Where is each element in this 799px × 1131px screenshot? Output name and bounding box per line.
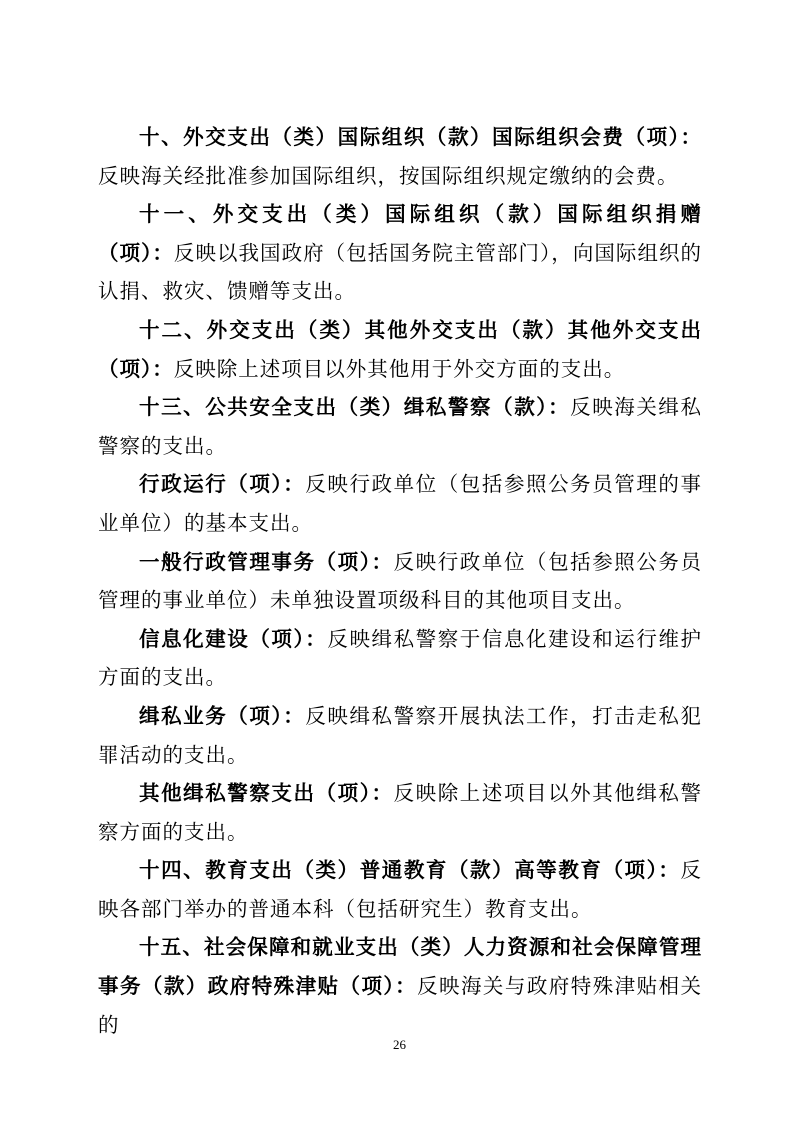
- paragraph-text: 反映海关与政府特殊津贴相关的: [98, 974, 703, 1037]
- paragraph-diplomacy-membership-fees: [98, 118, 702, 195]
- page-number: 26: [393, 1037, 406, 1052]
- paragraph-heading: 十五、社会保障和就业支出（类）人力资源和社会保障管理事务（款）政府特殊津贴（项）：: [98, 935, 702, 999]
- paragraph-heading: 行政运行（项）：: [139, 472, 306, 497]
- paragraph-public-security-anti-smuggling-police: [98, 388, 702, 465]
- paragraph-text: 反映除上述项目以外其他缉私警察方面的支出。: [98, 781, 703, 844]
- paragraph-text: 反映缉私警察于信息化建设和运行维护方面的支出。: [98, 626, 703, 690]
- paragraph-heading: 其他缉私警察支出（项）：: [139, 781, 394, 806]
- paragraph-anti-smuggling-business: [98, 697, 702, 774]
- paragraph-informatization: [98, 620, 702, 697]
- paragraph-text: 反映各部门举办的普通本科（包括研究生）教育支出。: [98, 858, 702, 921]
- document-body: [98, 118, 702, 1044]
- paragraph-heading: 一般行政管理事务（项）：: [139, 549, 394, 574]
- paragraph-heading: 缉私业务（项）：: [139, 703, 306, 728]
- paragraph-heading: 十三、公共安全支出（类）缉私警察（款）：: [139, 395, 571, 420]
- paragraph-administrative-operation: [98, 465, 702, 542]
- paragraph-heading: 十二、外交支出（类）其他外交支出（款）其他外交支出（项）：: [98, 317, 702, 381]
- paragraph-heading: 十、外交支出（类）国际组织（款）国际组织会费（项）：: [139, 125, 702, 149]
- paragraph-other-anti-smuggling-police: [98, 774, 702, 851]
- paragraph-text: 反映除上述项目以外其他用于外交方面的支出。: [173, 356, 626, 381]
- paragraph-text: 反映海关缉私警察的支出。: [98, 395, 703, 458]
- paragraph-text: 反映以我国政府（包括国务院主管部门），向国际组织的认捐、救灾、馈赠等支出。: [98, 240, 703, 304]
- paragraph-text: 反映缉私警察开展执法工作，打击走私犯罪活动的支出。: [98, 703, 703, 767]
- paragraph-text: 反映海关经批准参加国际组织，按国际组织规定缴纳的会费。: [98, 163, 679, 188]
- paragraph-text: 反映行政单位（包括参照公务员管理的事业单位）的基本支出。: [98, 472, 703, 535]
- paragraph-social-security-special-allowance: [98, 928, 702, 1044]
- paragraph-heading: 十四、教育支出（类）普通教育（款）高等教育（项）：: [139, 858, 681, 883]
- paragraph-diplomacy-other: [98, 311, 702, 388]
- paragraph-heading: 十一、外交支出（类）国际组织（款）国际组织捐赠（项）：: [98, 202, 702, 265]
- paragraph-heading: 信息化建设（项）：: [139, 626, 328, 651]
- paragraph-text: 反映行政单位（包括参照公务员管理的事业单位）未单独设置项级科目的其他项目支出。: [98, 549, 703, 613]
- paragraph-general-administrative-affairs: [98, 543, 702, 620]
- paragraph-education-higher-education: [98, 851, 702, 928]
- paragraph-diplomacy-donations: [98, 195, 702, 311]
